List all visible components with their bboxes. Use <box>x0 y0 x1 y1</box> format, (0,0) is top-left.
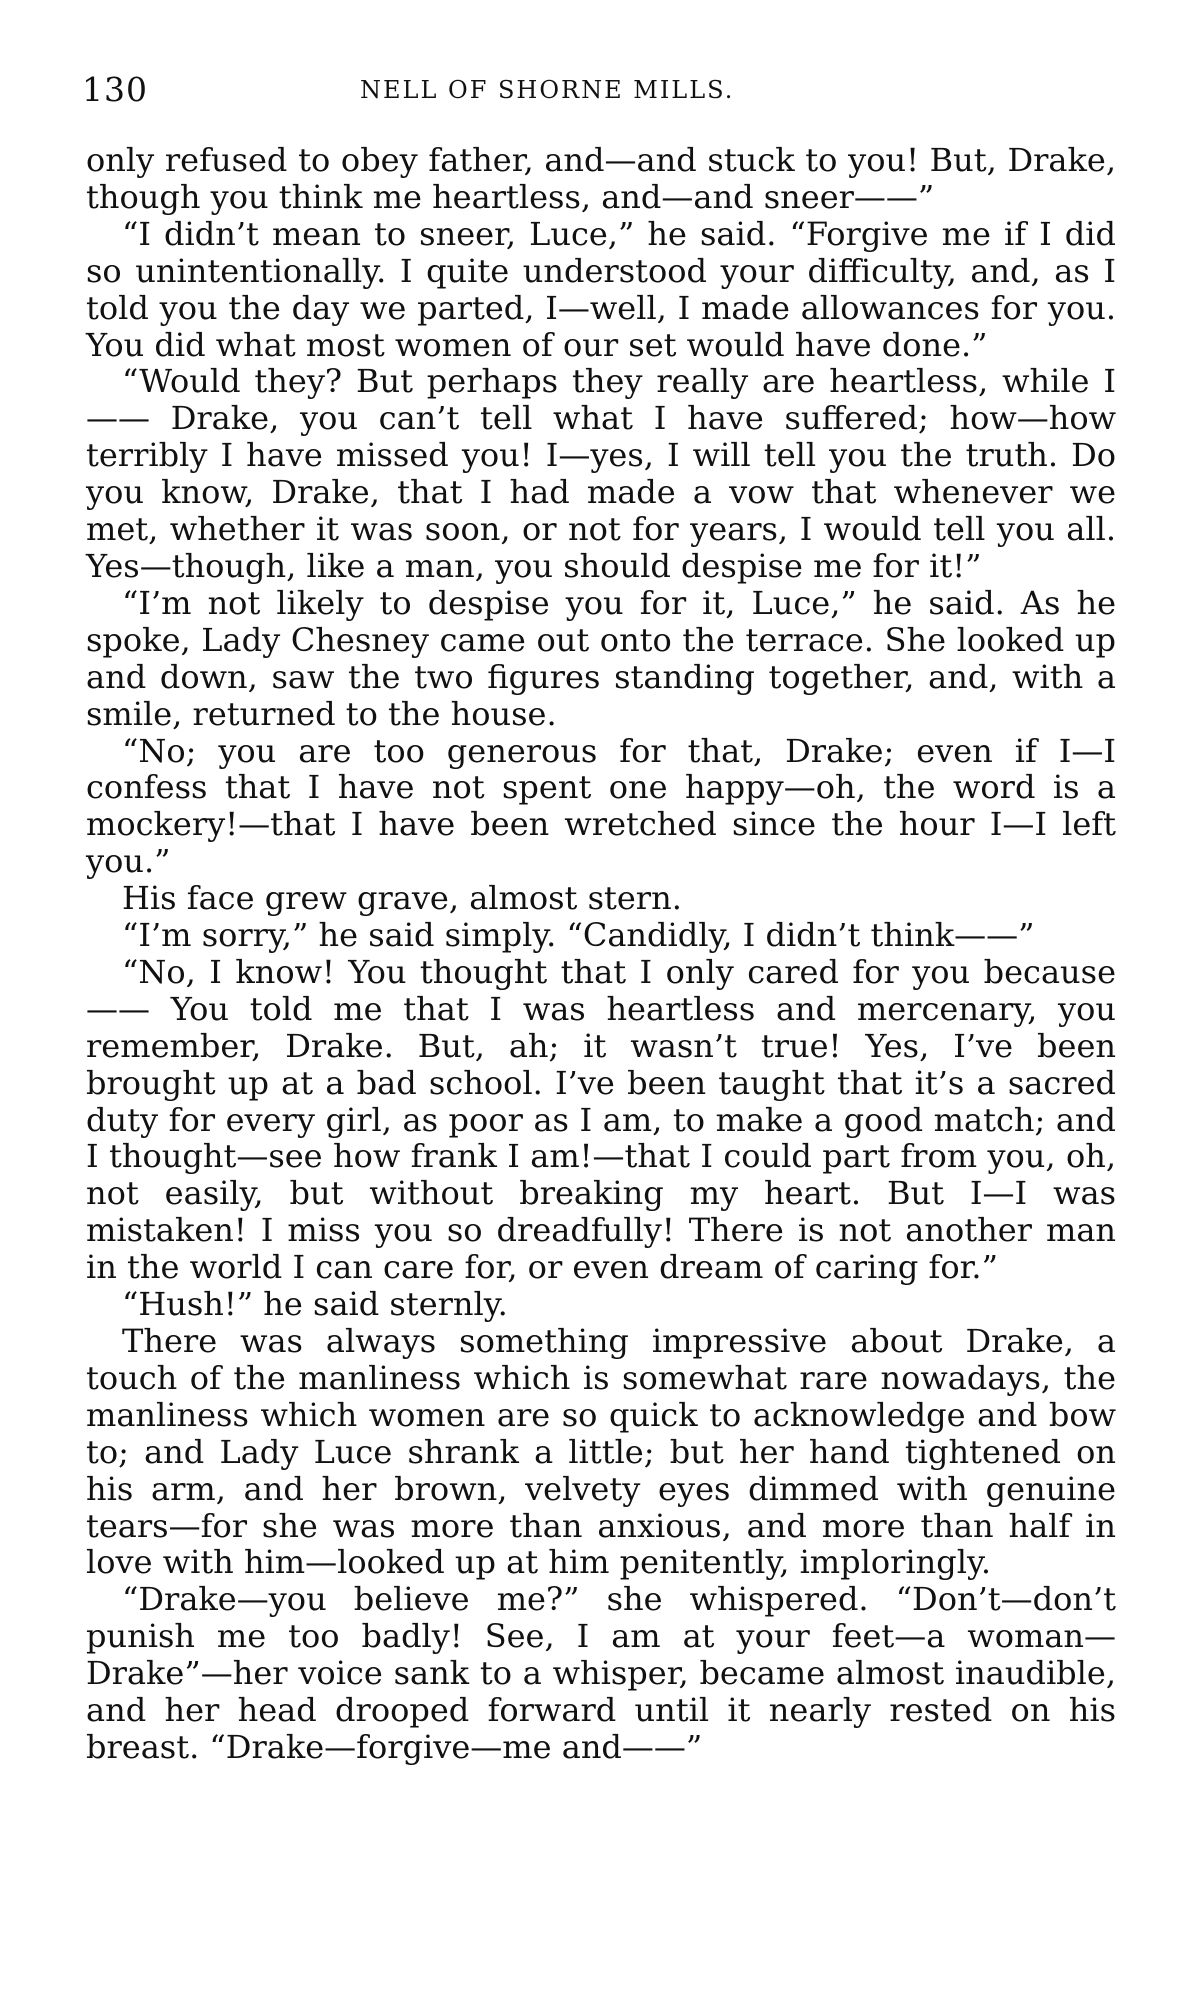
paragraph: “No; you are too generous for that, Drake; even if I—I confess that I have not spent one happy—oh, the word is a mockery!—that I have been wretched since the hour I—I left you.” <box>86 731 1116 881</box>
paragraph: “No, I know! You thought that I only cared for you because—— You told me that I was heartless and mercenary, you remember, Drake. But, ah; it wasn’t true! Yes, I’ve been brought up at a bad school. I’ve been taught that it’s a sacred duty for every girl, as poor as I am, to make a good match; and I thought—see how frank I am!—that I could part from you, oh, not easily, but without breaking my heart. But I—I was mistaken! I miss you so dreadfully! There is not another man in the world I can care for, or even dream of caring for.” <box>86 952 1116 1287</box>
paragraph: “Would they? But perhaps they really are heartless, while I—— Drake, you can’t tell what I have suffered; how—how terribly I have missed you! I—yes, I will tell you the truth. Do you know, Drake, that I had made a vow that whenever we met, whether it was soon, or not for years, I would tell you all. Yes—though, like a man, you should despise me for it!” <box>86 362 1116 585</box>
paragraph: only refused to obey father, and—and stuck to you! But, Drake, though you think me heartless, and—and sneer——” <box>86 141 1116 216</box>
paragraph: “I didn’t mean to sneer, Luce,” he said. “Forgive me if I did so unintentionally. I quite understood your difficulty, and, as I told you the day we parted, I—well, I made allowances for you. You did what most women of our set would have done.” <box>86 214 1116 364</box>
page-number: 130 <box>82 70 148 109</box>
paragraph: “I’m not likely to despise you for it, Luce,” he said. As he spoke, Lady Chesney came out onto the terrace. She looked up and down, saw the two figures standing together, and, with a smile, returned to the house. <box>86 583 1116 733</box>
page-header <box>82 70 1116 118</box>
running-title: NELL OF SHORNE MILLS. <box>360 76 735 104</box>
paragraph: “Drake—you believe me?” she whispered. “Don’t—don’t punish me too badly! See, I am at your feet—a woman—Drake”—her voice sank to a whisper, became almost inaudible, and her head drooped forward until it nearly rested on his breast. “Drake—forgive—me and——” <box>86 1580 1116 1766</box>
paragraph: His face grew grave, almost stern. <box>122 879 682 918</box>
paragraph: “I’m sorry,” he said simply. “Candidly, I didn’t think——” <box>122 916 1035 955</box>
paragraph: There was always something impressive about Drake, a touch of the manliness which is somewhat rare nowadays, the manliness which women are so quick to acknowledge and bow to; and Lady Luce shrank a little; but her hand tightened on his arm, and her brown, velvety eyes dimmed with genuine tears—for she was more than anxious, and more than half in love with him—looked up at him penitently, imploringly. <box>86 1322 1116 1582</box>
paragraph: “Hush!” he said sternly. <box>122 1285 508 1324</box>
body-text <box>86 142 1116 1766</box>
